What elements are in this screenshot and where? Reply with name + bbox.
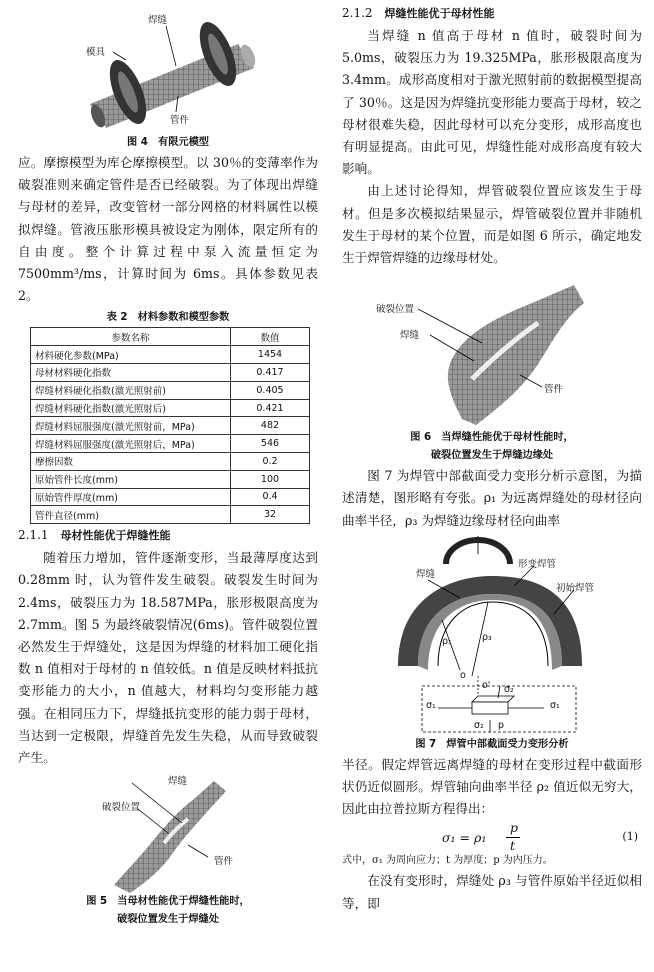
figure-6-caption-line-2: 破裂位置发生于焊缝边缘处 — [430, 450, 554, 462]
equation-lhs: σ₁ = ρ₁ — [442, 830, 487, 846]
param-value: 32 — [231, 506, 310, 524]
section-2-1-2-heading — [342, 2, 642, 25]
left-column — [18, 0, 318, 929]
param-value: 1454 — [231, 346, 310, 364]
param-value: 100 — [231, 470, 310, 488]
figure-6 — [342, 279, 642, 429]
param-value: 0.2 — [231, 453, 310, 471]
figure-5-caption-line-2: 破裂位置发生于焊缝处 — [117, 914, 219, 926]
fig5-tube-label: 管件 — [214, 856, 234, 868]
param-name: 焊缝材料硬化指数(激光照射前) — [31, 381, 231, 399]
param-value: 482 — [231, 417, 310, 435]
fig7-sigma2-top-label: σ₂ — [504, 683, 514, 695]
param-name: 焊缝材料屈服强度(激光照射前，MPa) — [31, 417, 231, 435]
right-paragraph-3: 图 7 为焊管中部截面受力变形分析示意图，为描述清楚，图形略有夸张。ρ₁ 为远离焊缝处的母材径向曲率半径，ρ₃ 为焊缝边缘母材径向曲率 — [342, 468, 642, 528]
figure-4-caption: 图 4 有限元模型 — [127, 137, 209, 148]
fig7-weld-label: 焊缝 — [416, 568, 436, 580]
param-name: 材料硬化参数(MPa) — [31, 346, 231, 364]
table-header-row — [31, 328, 310, 346]
right-paragraph-5: 式中，σ₁ 为周向应力；t 为厚度；p 为内压力。 — [342, 855, 553, 867]
param-name: 母材材料硬化指数 — [31, 364, 231, 382]
param-value: 0.4 — [231, 488, 310, 506]
fe-model-image — [18, 4, 318, 134]
table-row — [31, 470, 310, 488]
table-row — [31, 399, 310, 417]
figure-5-caption-line-1: 图 5 当母材性能优于焊缝性能时， — [86, 896, 250, 908]
section-title: 焊缝性能优于母材性能 — [384, 7, 495, 20]
figure-6-caption-line-1: 图 6 当焊缝性能优于母材性能时， — [410, 432, 574, 444]
fig7-rho3-label: ρ₃ — [482, 631, 492, 643]
equation-1 — [342, 820, 642, 852]
equation-numerator: p — [510, 820, 519, 836]
fig4-die-label: 模具 — [86, 47, 106, 58]
table-header-param: 参数名称 — [31, 328, 231, 346]
fig6-weld-label: 焊缝 — [400, 330, 420, 342]
fig7-rho1-label: ρ₁ — [442, 635, 452, 647]
table-row — [31, 381, 310, 399]
equation-number: (1) — [622, 830, 638, 844]
figure-7 — [342, 536, 642, 736]
right-paragraph-2: 由上述讨论得知，焊管破裂位置应该发生于母材。但是多次模拟结果显示，焊管破裂位置并非随机发生于母材的某个位置，而是如图 6 所示，确定地发生于焊管焊缝的边缘母材处。 — [342, 183, 642, 266]
section-number: 2.1.2 — [342, 6, 373, 20]
fig7-deformed-label: 形变焊管 — [518, 558, 557, 570]
fig7-sigma1-right-label: σ₁ — [550, 699, 560, 711]
param-value: 546 — [231, 435, 310, 453]
left-paragraph-1: 应。摩擦模型为库仑摩擦模型。以 30％的变薄率作为破裂准则来确定管件是否已经破裂。为了体现出焊缝与母材的差异，改变管材一部分网格的材料属性以模拟焊缝。管液压胀形模具被设定为刚体，限定所有的自由度。整个计算过程中泵入流量恒定为 7500mm³/ms，计算时间为 6ms。具体参数见表 2。 — [18, 155, 318, 304]
param-value: 0.417 — [231, 364, 310, 382]
fig6-crack-label: 破裂位置 — [376, 304, 415, 316]
table-row — [31, 488, 310, 506]
fig4-weld-label: 焊缝 — [148, 15, 168, 26]
param-name: 管件直径(mm) — [31, 506, 231, 524]
table-row — [31, 364, 310, 382]
table-2 — [30, 327, 310, 524]
table-row — [31, 506, 310, 524]
fig5-weld-label: 焊缝 — [168, 776, 188, 788]
cross-section-stress-diagram — [342, 536, 642, 736]
fig7-initial-label: 初始焊管 — [556, 582, 595, 594]
right-paragraph-1: 当焊缝 n 值高于母材 n 值时，破裂时间为 5.0ms，破裂压力为 19.325MPa，胀形极限高度为 3.4mm。成形高度相对于激光照射前的数据模型提高了 30％。这是因为焊缝抗变形能力要高于母材，较之母材很难失稳，因此母材可以充分变形，成形高度也有明显提高。由此可见，焊缝性能对成形高度有较大影响。 — [342, 28, 642, 177]
right-paragraph-6: 在没有变形时，焊缝处 ρ₃ 与管件原始半径近似相等，即 — [342, 873, 642, 911]
param-name: 原始管件长度(mm) — [31, 470, 231, 488]
figure-4 — [18, 4, 318, 134]
fig7-sigma1-left-label: σ₁ — [426, 699, 436, 711]
fig7-p-label: p — [498, 719, 505, 731]
param-name: 焊缝材料屈服强度(激光照射后，MPa) — [31, 435, 231, 453]
param-name: 原始管件厚度(mm) — [31, 488, 231, 506]
figure-5 — [18, 773, 318, 893]
table-row — [31, 453, 310, 471]
left-paragraph-2: 随着压力增加，管件逐渐变形，当最薄厚度达到 0.28mm 时，认为管件发生破裂。破裂发生时间为 2.4ms，破裂压力为 18.587MPa，胀形极限高度为 2.7mm。图 5 为最终破裂情况(6ms)。管件破裂位置必然发生于焊缝处，这是因为焊缝的材料加工硬化指数 n 值相对于母材的 n 值较低。n 值是反映材料抵抗变形能力的大小，n 值越大，材料均匀变形能力越强。在相同压力下，焊缝抵抗变形的能力弱于母材，当达到一定极限，焊缝首先发生失稳，从而导致破裂产生。 — [18, 550, 318, 766]
fig7-o-label: o — [460, 669, 466, 681]
fig7-sigma2-bottom-label: σ₂ — [474, 719, 484, 731]
equation-denominator: t — [510, 838, 516, 854]
param-name: 摩擦因数 — [31, 453, 231, 471]
param-value: 0.405 — [231, 381, 310, 399]
table-2-caption: 表 2 材料参数和模型参数 — [106, 312, 230, 324]
fig6-tube-label: 管件 — [544, 384, 564, 396]
section-number: 2.1.1 — [18, 528, 49, 543]
param-name: 焊缝材料硬化指数(激光照射后) — [31, 399, 231, 417]
right-column — [342, 0, 642, 915]
fig4-tube-label: 管件 — [170, 115, 190, 126]
right-paragraph-4: 半径。假定焊管远离焊缝的母材在变形过程中截面形状仍近似圆形。焊管轴向曲率半径 ρ₂ 值近似无穷大，因此由拉普拉斯方程得出： — [342, 756, 642, 817]
figure-7-caption: 图 7 焊管中部截面受力变形分析 — [415, 738, 569, 750]
fig5-crack-label: 破裂位置 — [102, 802, 141, 814]
section-2-1-1-heading — [18, 524, 318, 547]
fig7-o-prime-label: o' — [482, 679, 491, 691]
table-header-value: 数值 — [231, 328, 310, 346]
table-row — [31, 417, 310, 435]
weld-crack-tube-image — [18, 773, 318, 893]
param-value: 0.421 — [231, 399, 310, 417]
table-row — [31, 346, 310, 364]
section-title: 母材性能优于焊缝性能 — [60, 529, 171, 543]
table-row — [31, 435, 310, 453]
